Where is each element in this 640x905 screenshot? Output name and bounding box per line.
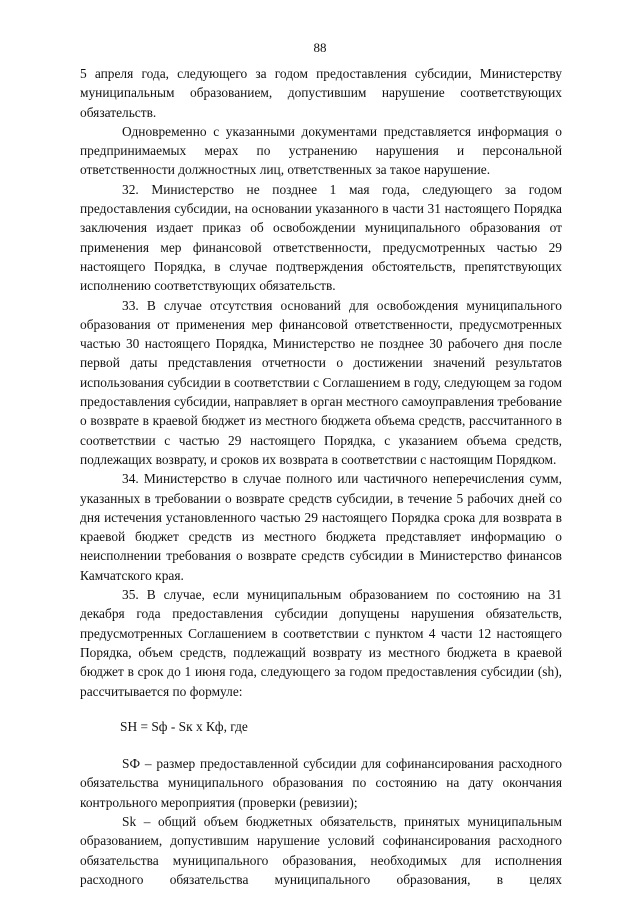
page-number: 88 bbox=[313, 40, 327, 55]
paragraph-33: 33. В случае отсутствия оснований для освобождения муниципального образования от применения мер финансовой ответственности, предусмотренных частью 30 настоящего Порядка, Министерство не позднее 30 рабочего дня после первой даты представления отчетности о достижении значений результатов использования субсидии в соответствии с Соглашением в году, следующем за годом предоставления субсидии, направляет в орган местного самоуправления требование о возврате в краевой бюджет из местного бюджета объема средств, рассчитанного в соответствии с частью 29 настоящего Порядка, с указанием объема средств, подлежащих возврату, и сроков их возврата в соответствии с настоящим Порядком. bbox=[80, 297, 562, 467]
definition-sf: SФ – размер предоставленной субсидии для софинансирования расходного обязательства муниципального образования по состоянию на дату окончания контрольного мероприятия (проверки (ревизии); bbox=[80, 756, 562, 810]
paragraph-35: 35. В случае, если муниципальным образованием по состоянию на 31 декабря года предоставления субсидии допущены нарушения обязательств, предусмотренных Соглашением в соответствии с пунктом 4 части 12 настоящего Порядка, объем средств, подлежащий возврату из местного бюджета в краевой бюджет в срок до 1 июня года, следующего за годом предоставления субсидии (sh), рассчитывается по формуле: bbox=[80, 587, 562, 699]
paragraph-continuation: 5 апреля года, следующего за годом предоставления субсидии, Министерству муниципальным образованием, допустившим нарушение соответствующих обязательств. bbox=[80, 66, 562, 120]
document-body bbox=[80, 64, 562, 889]
paragraph-additional-info: Одновременно с указанными документами представляется информация о предпринимаемых мерах по устранению нарушения и персональной ответственности должностных лиц, ответственных за такое нарушение. bbox=[80, 123, 562, 178]
paragraph-32: 32. Министерство не позднее 1 мая года, следующего за годом предоставления субсидии, на основании указанного в части 31 настоящего Порядка заключения издает приказ об освобождении муниципального образования от применения мер финансовой ответственности, предусмотренных частью 29 настоящего Порядка, в случае подтверждения обстоятельств, препятствующих исполнению соответствующих обязательств. bbox=[80, 181, 562, 294]
formula: SH = Sф - Sк х Кф, где bbox=[120, 718, 248, 734]
definition-sk: Sk – общий объем бюджетных обязательств, принятых муниципальным образованием, допустившим нарушение условий софинансирования расходного обязательства муниципального образования, необходимых для исполнения расходного обязательства муниципального образования, в целях bbox=[80, 813, 562, 887]
paragraph-34: 34. Министерство в случае полного или частичного неперечисления сумм, указанных в требовании о возврате средств субсидии, в течение 5 рабочих дней со дня истечения установленного частью 29 настоящего Порядка срока для возврата в краевой бюджет средств из местного бюджета представляет информацию о неисполнении требования о возврате средств субсидии в Министерство финансов Камчатского края. bbox=[80, 471, 562, 583]
